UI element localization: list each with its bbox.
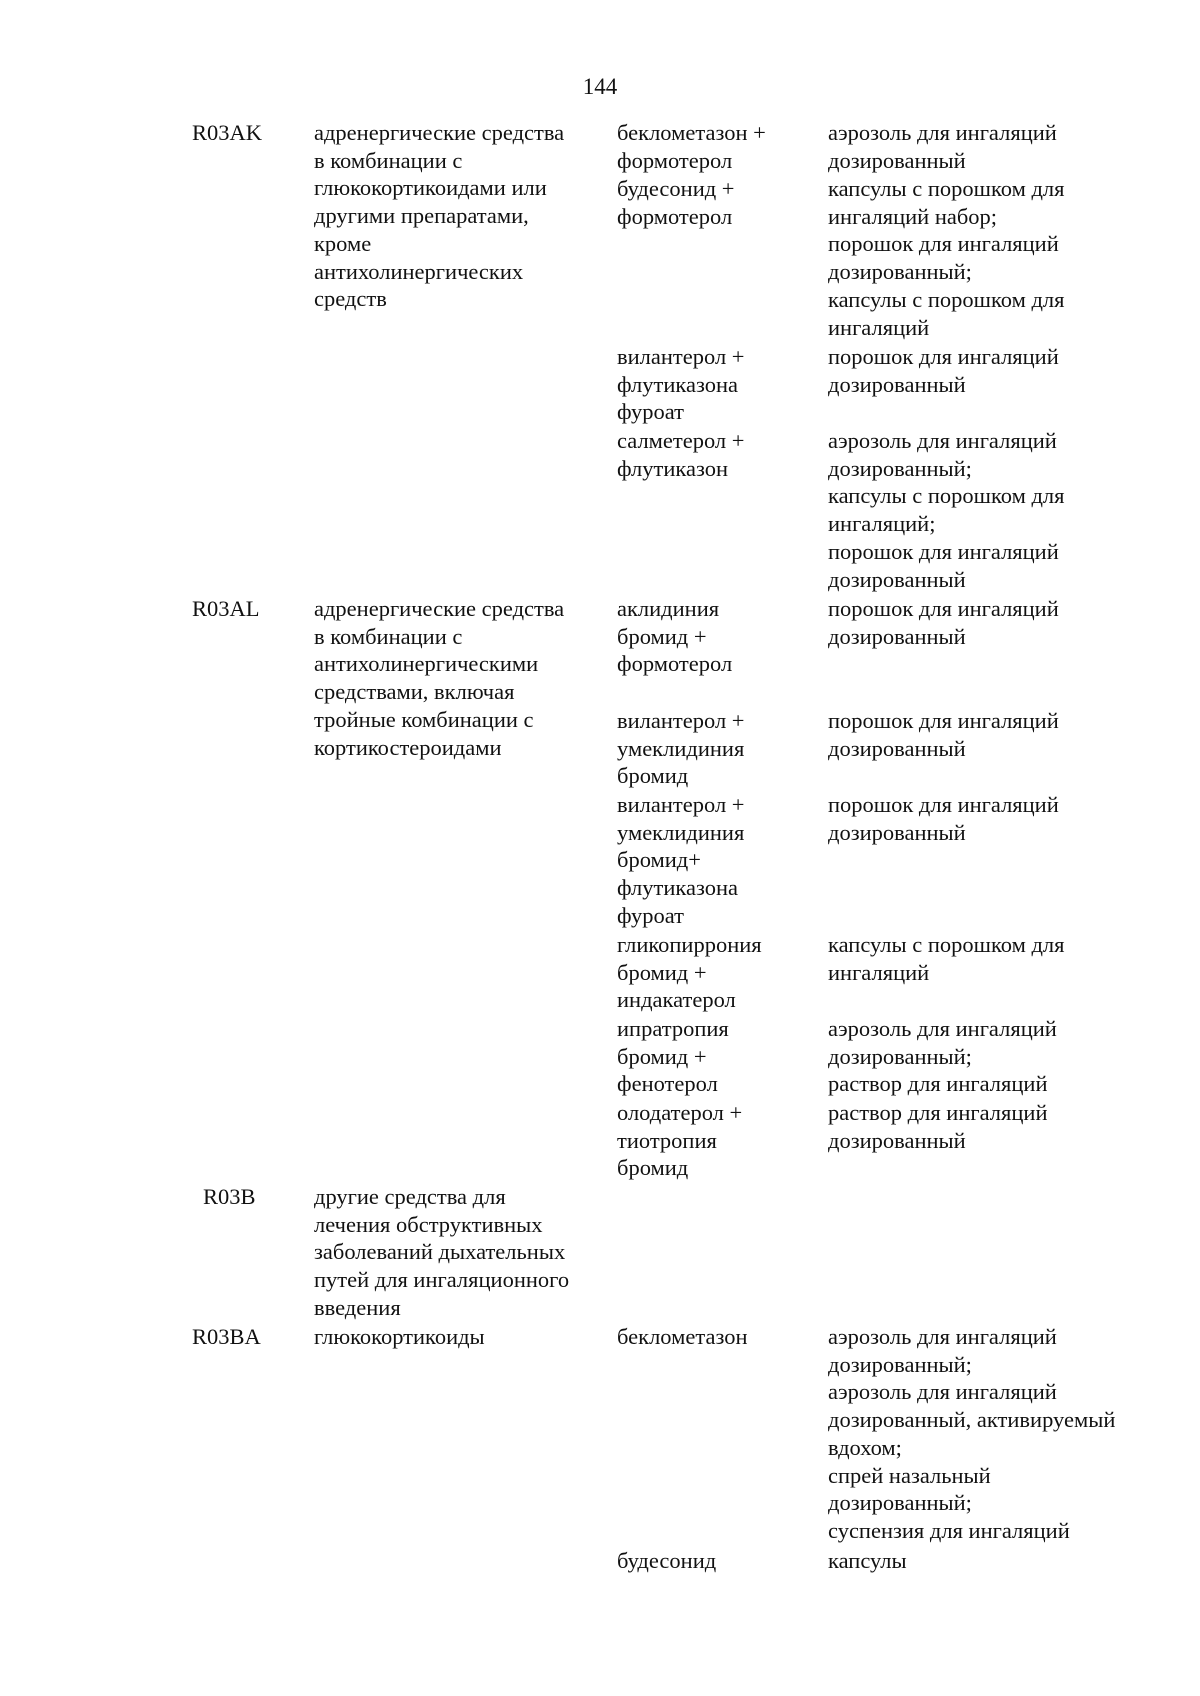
drug-name: будесонид — [617, 1548, 717, 1573]
dosage-forms: аэрозоль для ингаляций дозированный; раствор для ингаляций — [828, 1016, 1057, 1097]
dosage-forms: капсулы — [828, 1548, 907, 1573]
drug-name: будесонид + формотерол — [617, 176, 735, 229]
dosage-forms: аэрозоль для ингаляций дозированный; капсулы с порошком для ингаляций; порошок для ингаляций дозированный — [828, 428, 1065, 592]
dosage-forms: аэрозоль для ингаляций дозированный — [828, 120, 1057, 173]
drug-name: вилантерол + флутиказона фуроат — [617, 344, 745, 425]
dosage-forms: порошок для ингаляций дозированный — [828, 596, 1059, 649]
dosage-forms: аэрозоль для ингаляций дозированный; аэрозоль для ингаляций дозированный, активируемый вдохом; спрей назальный дозированный; суспензия для ингаляций — [828, 1324, 1116, 1543]
drug-name: беклометазон — [617, 1324, 748, 1349]
drug-name: гликопиррония бромид + индакатерол — [617, 932, 762, 1013]
drug-name: салметерол + флутиказон — [617, 428, 745, 481]
group-name: адренергические средства в комбинации с глюкокортикоидами или другими препаратами, кроме антихолинергических средств — [314, 120, 565, 312]
group-name: глюкокортикоиды — [314, 1324, 485, 1349]
atc-code: R03AK — [192, 120, 263, 145]
atc-code: R03B — [203, 1184, 256, 1209]
dosage-forms: капсулы с порошком для ингаляций набор; порошок для ингаляций дозированный; капсулы с порошком для ингаляций — [828, 176, 1065, 340]
dosage-forms: капсулы с порошком для ингаляций — [828, 932, 1065, 985]
drug-name: беклометазон + формотерол — [617, 120, 766, 173]
dosage-forms: порошок для ингаляций дозированный — [828, 708, 1059, 761]
group-name: адренергические средства в комбинации с антихолинергическими средствами, включая тройные комбинации с кортикостероидами — [314, 596, 565, 760]
dosage-forms: раствор для ингаляций дозированный — [828, 1100, 1048, 1153]
dosage-forms: порошок для ингаляций дозированный — [828, 792, 1059, 845]
drug-name: вилантерол + умеклидиния бромид — [617, 708, 745, 789]
drug-name: ипратропия бромид + фенотерол — [617, 1016, 729, 1097]
page-number: 144 — [582, 74, 618, 99]
group-name: другие средства для лечения обструктивных заболеваний дыхательных путей для ингаляционного введения — [314, 1184, 570, 1320]
atc-code: R03BA — [192, 1324, 261, 1349]
dosage-forms: порошок для ингаляций дозированный — [828, 344, 1059, 397]
drug-name: олодатерол + тиотропия бромид — [617, 1100, 743, 1181]
drug-name: вилантерол + умеклидиния бромид+ флутиказона фуроат — [617, 792, 745, 928]
atc-code: R03AL — [192, 596, 260, 621]
drug-name: аклидиния бромид + формотерол — [617, 596, 733, 677]
